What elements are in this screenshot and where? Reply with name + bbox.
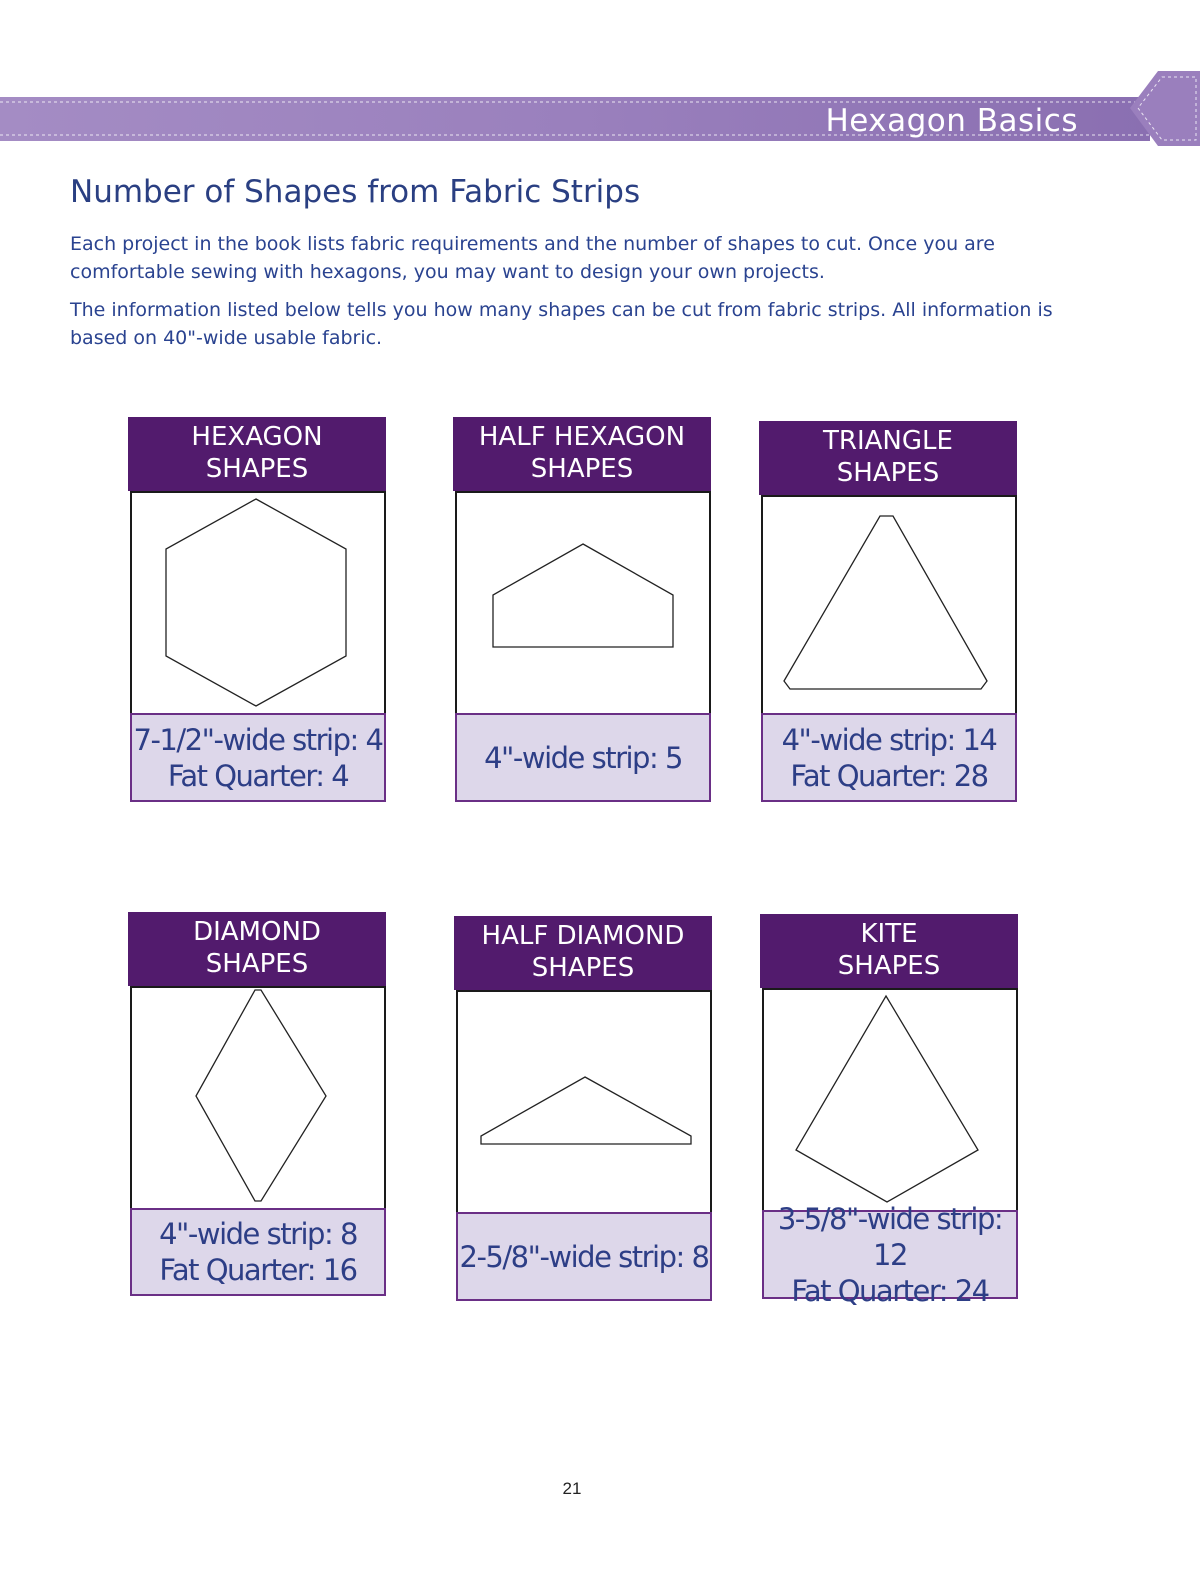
card-title-line: DIAMOND [193,917,321,947]
yield-fat-quarter: Fat Quarter: 28 [790,758,988,793]
card-title-line: HALF DIAMOND [481,921,685,951]
card-title-line: KITE [860,919,918,949]
yield-strip: 4"-wide strip: 8 [159,1217,357,1251]
yield-strip: 2-5/8"-wide strip: 8 [459,1239,709,1274]
card-title-line: TRIANGLE [823,426,953,456]
card-yield [762,1201,1018,1308]
page-title: Number of Shapes from Fabric Strips [70,174,641,210]
card-diamond [128,912,386,1296]
section-title: Hexagon Basics [825,103,1078,139]
card-kite [760,914,1018,1308]
card-half-hexagon [453,417,711,802]
card-title-line: SHAPES [205,454,309,484]
card-yield [456,1212,712,1301]
intro-paragraph-2: The information listed below tells you how many shapes can be cut from fabric strips. All information is based on 40"-wide usable fabric. [70,299,1053,349]
yield-fat-quarter: Fat Quarter: 24 [791,1273,989,1308]
yield-strip: 7-1/2"-wide strip: 4 [133,722,383,757]
yield-strip: 3-5/8"-wide strip: 12 [777,1201,1003,1272]
card-title-line: SHAPES [836,458,940,488]
card-title-line: SHAPES [531,953,635,983]
page-number: 21 [562,1479,582,1498]
card-yield [761,713,1017,802]
yield-strip: 4"-wide strip: 14 [781,722,997,757]
card-triangle [759,421,1017,802]
card-hexagon [128,417,386,802]
card-yield [455,713,711,802]
card-title-line: HEXAGON [191,422,323,452]
card-yield [130,1208,386,1296]
yield-fat-quarter: Fat Quarter: 16 [159,1253,357,1287]
card-half-diamond [454,916,712,1301]
card-title-line: HALF HEXAGON [478,422,686,452]
intro-paragraph-1: Each project in the book lists fabric requirements and the number of shapes to cut. Once you are comfortable sewing with hexagons, you may want to design your own projects. [70,233,995,283]
yield-fat-quarter: Fat Quarter: 4 [167,758,349,793]
card-title-line: SHAPES [205,949,309,979]
card-title-line: SHAPES [837,951,941,981]
card-title-line: SHAPES [530,454,634,484]
yield-strip: 4"-wide strip: 5 [484,740,682,775]
card-yield [130,713,386,802]
